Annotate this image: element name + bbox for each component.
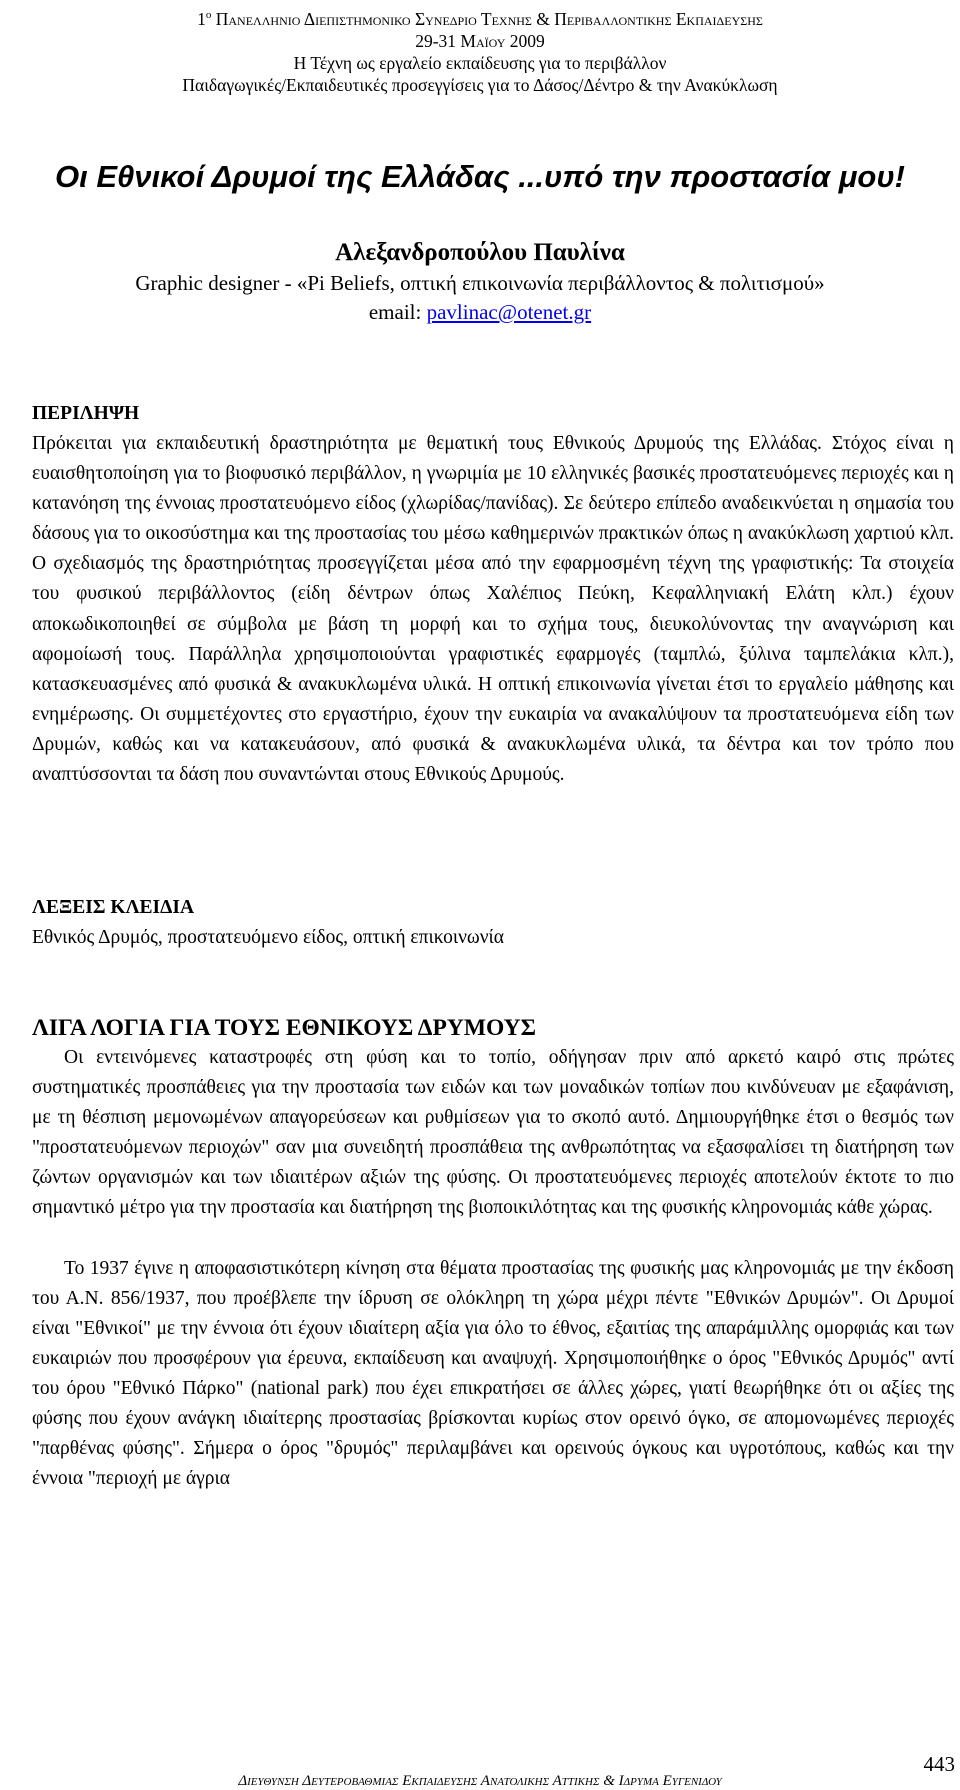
footer-text: Διευθυνση Δευτεροβαθμιασ Εκπαιδευσησ Ανατολικησ Αττικησ & Ιδρυμα Ευγενιδου [238, 1773, 722, 1789]
conference-dates: 29-31 Μαϊου 2009 [415, 30, 545, 51]
keywords-section [32, 893, 954, 953]
author-name: Αλεξανδροπούλου Παυλίνα [335, 239, 625, 266]
conference-number: 1 [197, 8, 206, 29]
abstract-heading: ΠΕΡΙΛΗΨΗ [32, 403, 140, 424]
page-number: 443 [923, 1752, 955, 1776]
national-parks-section [32, 1013, 954, 1494]
conference-subtheme: Παιδαγωγικές/Εκπαιδευτικές προσεγγίσεις για το Δάσος/Δέντρο & την Ανακύκλωση [182, 74, 778, 95]
conference-title [0, 4, 960, 30]
keywords-text: Εθνικός Δρυμός, προστατευόμενο είδος, οπτική επικοινωνία [32, 927, 505, 948]
conference-theme: Η Τέχνη ως εργαλείο εκπαίδευσης για το περιβάλλον [293, 52, 667, 73]
author-email-line [0, 298, 960, 327]
author-affiliation: Graphic designer - «Pi Beliefs, οπτική επικοινωνία περιβάλλοντος & πολιτισμού» [135, 271, 825, 295]
email-label: email: [368, 300, 427, 324]
abstract-text: Πρόκειται για εκπαιδευτική δραστηριότητα με θεματική τους Εθνικούς Δρυμούς της Ελλάδας. Στόχος είναι η ευαισθητοποίηση για το βιοφυσικό περιβάλλον, η γνωριμία με 10 ελληνικές βασικές προστατευόμενες περιοχές και η κατανόηση της έννοιας προστατευόμενο είδος (χλωρίδας/πανίδας). Σε δεύτερο επίπεδο αναδεικνύεται η σημασία του δάσους για το οικοσύστημα και της προστασίας του μέσω καθημερινών πρακτικών όπως η ανακύκλωση χαρτιού κλπ. Ο σχεδιασμός της δραστηριότητας προσεγγίζεται μέσα από την εφαρμοσμένη τέχνη της γραφιστικής: Τα στοιχεία του φυσικού περιβάλλοντος (είδη δέντρων όπως Χαλέπιος Πεύκη, Κεφαλληνιακή Ελάτη κλπ.) έχουν αποκωδικοποιηθεί σε σύμβολα με βάση τη μορφή και το σχήμα τους, διευκολύνοντας την αναγνώριση και αφομοίωσή τους. Παράλληλα χρησιμοποιούνται γραφιστικές εφαρμογές (ταμπλώ, ξύλινα ταμπελάκια κλπ.), κατασκευασμένες από φυσικά & ανακυκλωμένα υλικά. Η οπτική επικοινωνία γίνεται έτσι το εργαλείο μάθησης και ενημέρωσης. Οι συμμετέχοντες στο εργαστήριο, έχουν την ευκαιρία να ανακαλύψουν τα προστατευόμενα είδη των Δρυμών, καθώς και να κατακευάσουν, από φυσικά & ανακυκλωμένα υλικά, τα δέντρα και τον τρόπο που αναπτύσσονται τα δάση που συναντώνται στους Εθνικούς Δρυμούς. [32, 433, 954, 786]
section-heading: ΛΙΓΑ ΛΟΓΙΑ ΓΙΑ ΤΟΥΣ ΕΘΝΙΚΟΥΣ ΔΡΥΜΟΥΣ [32, 1015, 537, 1041]
section-paragraph-1: Οι εντεινόμενες καταστροφές στη φύση και το τοπίο, οδήγησαν πριν από αρκετό καιρό στις πρώτες συστηματικές προσπάθειες για την προστασία των ειδών και των μοναδικών τοπίων που κινδύνευαν με εξαφάνιση, με τη θέσπιση μεμονωμένων απαγορεύσεων και ρυθμίσεων για το σκοπό αυτό. Δημιουργήθηκε έτσι ο θεσμός των "προστατευόμενων περιοχών" σαν μια συνειδητή προσπάθεια της ανθρωπότητας να εξασφαλίσει τη διατήρηση των ζώντων οργανισμών και των ιδιαιτέρων αξιών της φύσης. Οι προστατευόμενες περιοχές αποτελούν έκτοτε το πιο σημαντικό μέτρο για την προστασία και διατήρηση της βιοποικιλότητας και της φυσικής κληρονομιάς κάθε χώρας. [32, 1047, 954, 1219]
conference-header [0, 4, 960, 96]
email-link[interactable]: pavlinac@otenet.gr [426, 300, 592, 324]
abstract-section [32, 399, 954, 790]
author-block [0, 237, 960, 327]
section-paragraph-2: Το 1937 έγινε η αποφασιστικότερη κίνηση στα θέματα προστασίας της φυσικής μας κληρονομιάς με την έκδοση του Α.Ν. 856/1937, που προέβλεπε την ίδρυση σε ολόκληρη τη χώρα μέχρι πέντε "Εθνικών Δρυμών". Οι Δρυμοί είναι "Εθνικοί" με την έννοια ότι έχουν ιδιαίτερη αξία για όλο το έθνος, εξαιτίας της απαράμιλλης ομορφιάς και των ευκαιριών που προσφέρουν για έρευνα, εκπαίδευση και αναψυχή. Χρησιμοποιήθηκε ο όρος "Εθνικός Δρυμός" αντί του όρου "Εθνικό Πάρκο" (national park) που έχει επικρατήσει σε άλλες χώρες, γιατί θεωρήθηκε ότι οι αξίες της φύσης που έχουν ανάγκη ιδιαίτερης προστασίας βρίσκονται κυρίως στον ορεινό όγκο, σε απομονωμένες περιοχές "παρθένας φύσης". Σήμερα ο όρος "δρυμός" περιλαμβάνει και ορεινούς όγκους και υγροτόπους, καθώς και την έννοια "περιοχή με άγρια [32, 1257, 954, 1490]
paper-title: Οι Εθνικοί Δρυμοί της Ελλάδας ...υπό την προστασία μου! [54, 159, 905, 194]
conference-name: Πανελληνιο Διεπιστημονικο Συνεδριο Τεχνησ & Περιβαλλοντικησ Εκπαιδευσησ [215, 8, 763, 29]
keywords-heading: ΛΕΞΕΙΣ ΚΛΕΙΔΙΑ [32, 897, 195, 918]
ordinal-suffix: ο [205, 9, 212, 21]
page-footer [0, 1772, 960, 1790]
